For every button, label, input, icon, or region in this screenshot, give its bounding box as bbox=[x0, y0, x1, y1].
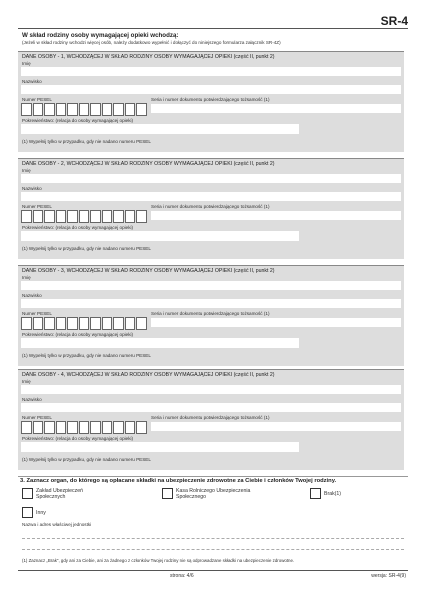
person-section-title: DANE OSOBY - 3, WCHODZĄCEJ W SKŁAD RODZINY OSOBY WYMAGAJĄCEJ OPIEKI (część II, punkt 2) bbox=[22, 268, 275, 274]
last-name-field[interactable] bbox=[21, 403, 401, 412]
last-name-field[interactable] bbox=[21, 85, 401, 94]
first-name-label: Imię bbox=[22, 168, 31, 173]
last-name-label: Nazwisko bbox=[22, 397, 42, 402]
last-name-field[interactable] bbox=[21, 192, 401, 201]
section-heading: W skład rodziny osoby wymagającej opieki wchodzą: bbox=[22, 32, 179, 39]
pesel-footnote: (1) Wypełnij tylko w przypadku, gdy nie nadano numeru PESEL bbox=[22, 246, 151, 251]
id-document-label: Seria i numer dokumentu potwierdzającego tożsamość (1) bbox=[151, 415, 270, 420]
pesel-label: Numer PESEL bbox=[22, 415, 52, 420]
pesel-footnote: (1) Wypełnij tylko w przypadku, gdy nie nadano numeru PESEL bbox=[22, 457, 151, 462]
first-name-label: Imię bbox=[22, 379, 31, 384]
relation-field[interactable] bbox=[21, 442, 299, 452]
unit-name-label: Nazwa i adres właściwej jednostki bbox=[22, 522, 92, 527]
bottom-divider bbox=[18, 570, 408, 571]
relation-label: Pokrewieństwo: (relacja do osoby wymagającej opieki) bbox=[22, 436, 134, 441]
relation-field[interactable] bbox=[21, 231, 299, 241]
relation-label: Pokrewieństwo: (relacja do osoby wymagającej opieki) bbox=[22, 225, 134, 230]
page-number: strona: 4/6 bbox=[170, 573, 194, 579]
relation-field[interactable] bbox=[21, 124, 299, 134]
person-section-3 bbox=[18, 265, 404, 366]
q3-divider bbox=[18, 476, 408, 477]
last-name-label: Nazwisko bbox=[22, 79, 42, 84]
pesel-input[interactable] bbox=[21, 317, 148, 330]
pesel-footnote: (1) Wypełnij tylko w przypadku, gdy nie nadano numeru PESEL bbox=[22, 139, 151, 144]
checkbox-zus-label: Zakład Ubezpieczeń Społecznych bbox=[36, 488, 84, 501]
form-version: wersja: SR-4(9) bbox=[371, 573, 406, 579]
section-subheading: (Jeżeli w skład rodziny wchodzi więcej osób, należy dodatkowo wypełnić i dołączyć do niniejszego formularza załącznik SR-4Z) bbox=[22, 40, 281, 45]
last-name-label: Nazwisko bbox=[22, 186, 42, 191]
footnote-none: (1) Zaznacz „Brak", gdy ani za Ciebie, ani za żadnego z członków Twojej rodziny nie są odprowadzane składki na ubezpieczenie zdrowotne. bbox=[22, 558, 295, 563]
checkbox-none-label: Brak(1) bbox=[324, 491, 342, 497]
first-name-field[interactable] bbox=[21, 281, 401, 290]
unit-name-line-1[interactable] bbox=[22, 538, 404, 539]
unit-name-line-2[interactable] bbox=[22, 549, 404, 550]
last-name-field[interactable] bbox=[21, 299, 401, 308]
first-name-field[interactable] bbox=[21, 67, 401, 76]
first-name-label: Imię bbox=[22, 275, 31, 280]
id-document-field[interactable] bbox=[151, 318, 401, 327]
pesel-label: Numer PESEL bbox=[22, 311, 52, 316]
pesel-input[interactable] bbox=[21, 421, 148, 434]
checkbox-none[interactable] bbox=[310, 488, 321, 499]
person-section-2 bbox=[18, 158, 404, 259]
relation-field[interactable] bbox=[21, 338, 299, 348]
first-name-label: Imię bbox=[22, 61, 31, 66]
checkbox-other[interactable] bbox=[22, 507, 33, 518]
person-section-title: DANE OSOBY - 4, WCHODZĄCEJ W SKŁAD RODZINY OSOBY WYMAGAJĄCEJ OPIEKI (część II, punkt 2) bbox=[22, 372, 275, 378]
person-section-title: DANE OSOBY - 2, WCHODZĄCEJ W SKŁAD RODZINY OSOBY WYMAGAJĄCEJ OPIEKI (część II, punkt 2) bbox=[22, 161, 275, 167]
checkbox-krus[interactable] bbox=[162, 488, 173, 499]
question-3-text: 3. Zaznacz organ, do którego są opłacane składki na ubezpieczenie zdrowotne za Ciebie i członków Twojej rodziny. bbox=[20, 478, 337, 484]
checkbox-krus-label: Kasa Rolniczego Ubezpieczenia Społecznego bbox=[176, 488, 251, 501]
person-section-1 bbox=[18, 51, 404, 152]
pesel-label: Numer PESEL bbox=[22, 97, 52, 102]
id-document-label: Seria i numer dokumentu potwierdzającego tożsamość (1) bbox=[151, 204, 270, 209]
first-name-field[interactable] bbox=[21, 174, 401, 183]
last-name-label: Nazwisko bbox=[22, 293, 42, 298]
relation-label: Pokrewieństwo: (relacja do osoby wymagającej opieki) bbox=[22, 332, 134, 337]
checkbox-zus[interactable] bbox=[22, 488, 33, 499]
id-document-field[interactable] bbox=[151, 422, 401, 431]
pesel-label: Numer PESEL bbox=[22, 204, 52, 209]
pesel-input[interactable] bbox=[21, 103, 148, 116]
person-section-title: DANE OSOBY - 1, WCHODZĄCEJ W SKŁAD RODZINY OSOBY WYMAGAJĄCEJ OPIEKI (część II, punkt 2) bbox=[22, 54, 275, 60]
relation-label: Pokrewieństwo: (relacja do osoby wymagającej opieki) bbox=[22, 118, 134, 123]
id-document-field[interactable] bbox=[151, 211, 401, 220]
person-section-4 bbox=[18, 369, 404, 470]
first-name-field[interactable] bbox=[21, 385, 401, 394]
pesel-input[interactable] bbox=[21, 210, 148, 223]
top-divider bbox=[18, 28, 408, 29]
checkbox-other-label: Inny bbox=[36, 510, 46, 516]
id-document-field[interactable] bbox=[151, 104, 401, 113]
form-code: SR-4 bbox=[380, 14, 408, 28]
id-document-label: Seria i numer dokumentu potwierdzającego tożsamość (1) bbox=[151, 97, 270, 102]
pesel-footnote: (1) Wypełnij tylko w przypadku, gdy nie nadano numeru PESEL bbox=[22, 353, 151, 358]
id-document-label: Seria i numer dokumentu potwierdzającego tożsamość (1) bbox=[151, 311, 270, 316]
